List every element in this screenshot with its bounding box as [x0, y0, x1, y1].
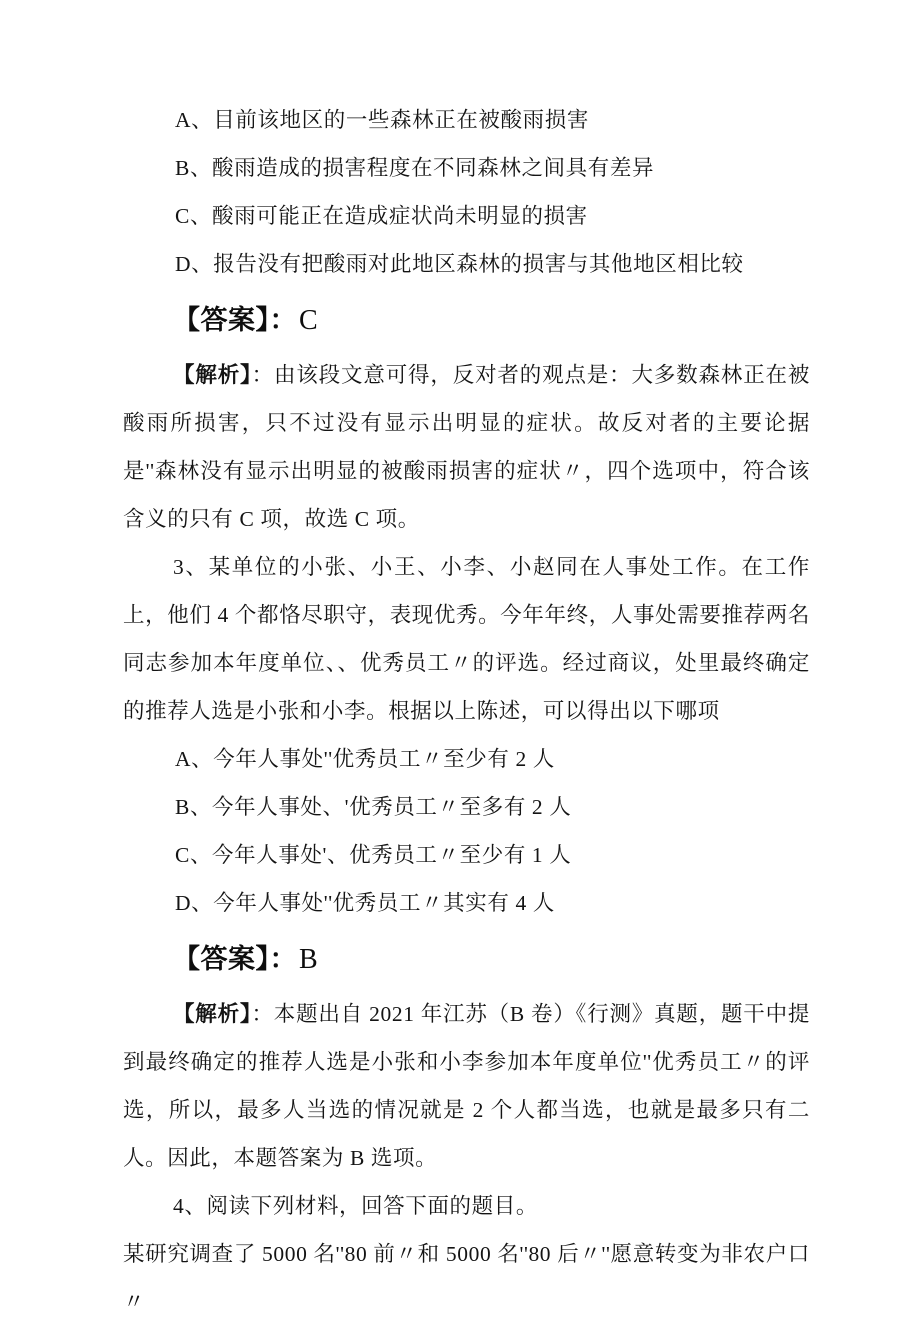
q3-choice-c: C、今年人事处'、优秀员工〃至少有 1 人: [175, 843, 572, 867]
q2-analysis-tag: 【解析】: [173, 363, 252, 387]
q2-choice-d: D、报告没有把酸雨对此地区森林的损害与其他地区相比较: [175, 252, 744, 276]
q3-answer-tag: 【答案】：: [173, 944, 297, 974]
q2-answer-line: [123, 290, 810, 351]
q4-material: 某研究调查了 5000 名''80 前〃和 5000 名''80 后〃''愿意转变为非农户口〃: [123, 1242, 810, 1314]
q4-stem: 4、阅读下列材料，回答下面的题目。: [173, 1194, 538, 1218]
q2-choice-a: A、目前该地区的一些森林正在被酸雨损害: [175, 108, 589, 132]
q2-answer-tag: 【答案】：: [173, 305, 297, 335]
q3-choice-a: A、今年人事处''优秀员工〃至少有 2 人: [175, 747, 555, 771]
q2-answer-value: C: [299, 305, 319, 336]
q2-choice-c: C、酸雨可能正在造成症状尚未明显的损害: [175, 204, 588, 228]
q2-choice-b: B、酸雨造成的损害程度在不同森林之间具有差异: [175, 156, 655, 180]
q3-choice-b: B、今年人事处、'优秀员工〃至多有 2 人: [175, 795, 572, 819]
q2-analysis-text: ：由该段文意可得，反对者的观点是：大多数森林正在被酸雨所损害，只不过没有显示出明显的症状。故反对者的主要论据是''森林没有显示出明显的被酸雨损害的症状〃，四个选项中，符合该含义的只有 C 项，故选 C 项。: [123, 363, 810, 531]
q3-answer-value: B: [299, 944, 319, 975]
q3-analysis-text: ：本题出自 2021 年江苏（B 卷）《行测》真题，题干中提到最终确定的推荐人选是小张和小李参加本年度单位''优秀员工〃的评选，所以，最多人当选的情况就是 2 个人都当选，也就是最多只有二人。因此，本题答案为 B 选项。: [123, 1002, 811, 1170]
q3-stem: 3、某单位的小张、小王、小李、小赵同在人事处工作。在工作上，他们 4 个都恪尽职守，表现优秀。今年年终，人事处需要推荐两名同志参加本年度单位、、优秀员工〃的评选。经过商议，处里最终确定的推荐人选是小张和小李。根据以上陈述，可以得出以下哪项: [123, 555, 810, 723]
q3-choice-d: D、今年人事处''优秀员工〃其实有 4 人: [175, 891, 555, 915]
q2-analysis: [123, 351, 810, 543]
q3-analysis: [123, 990, 810, 1182]
q3-answer-line: [123, 929, 810, 990]
q3-analysis-tag: 【解析】: [173, 1002, 252, 1026]
